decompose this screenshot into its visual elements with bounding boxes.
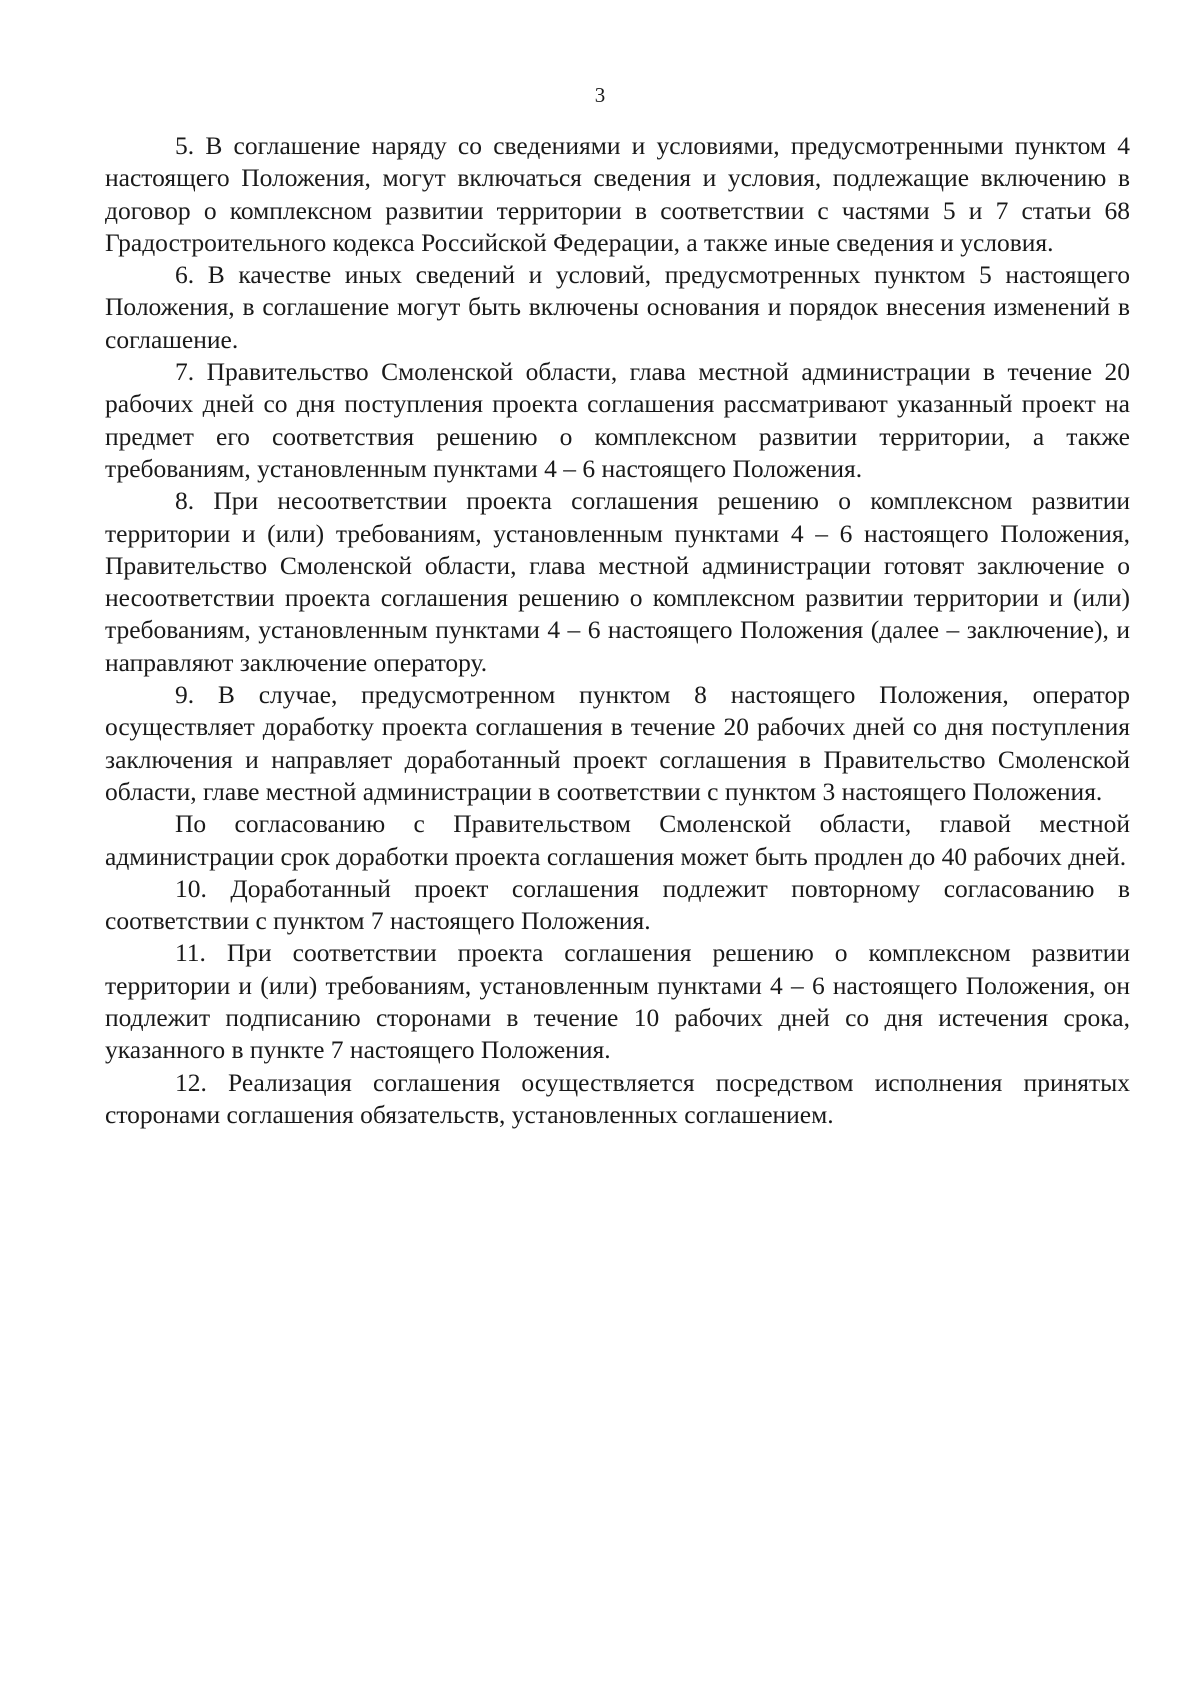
document-body	[105, 130, 1130, 1131]
paragraph-6: 6. В качестве иных сведений и условий, предусмотренных пунктом 5 настоящего Положения, в соглашение могут быть включены основания и порядок внесения изменений в соглашение.	[105, 260, 1130, 354]
paragraph-8: 8. При несоответствии проекта соглашения решению о комплексном развитии территории и (или) требованиям, установленным пунктами 4 – 6 настоящего Положения, Правительство Смоленской области, глава местной администрации готовят заключение о несоответствии проекта соглашения решению о комплексном развитии территории и (или) требованиям, установленным пунктами 4 – 6 настоящего Положения (далее – заключение), и направляют заключение оператору.	[105, 486, 1130, 677]
paragraph-9-continuation: По согласованию с Правительством Смоленской области, главой местной администрации срок доработки проекта соглашения может быть продлен до 40 рабочих дней.	[105, 809, 1130, 871]
paragraph-12: 12. Реализация соглашения осуществляется посредством исполнения принятых сторонами соглашения обязательств, установленных соглашением.	[105, 1067, 1130, 1129]
paragraph-5: 5. В соглашение наряду со сведениями и условиями, предусмотренными пунктом 4 настоящего Положения, могут включаться сведения и условия, подлежащие включению в договор о комплексном развитии территории в соответствии с частями 5 и 7 статьи 68 Градостроительного кодекса Российской Федерации, а также иные сведения и условия.	[105, 131, 1130, 257]
paragraph-9: 9. В случае, предусмотренном пунктом 8 настоящего Положения, оператор осуществляет доработку проекта соглашения в течение 20 рабочих дней со дня поступления заключения и направляет доработанный проект соглашения в Правительство Смоленской области, главе местной администрации в соответствии с пунктом 3 настоящего Положения.	[105, 680, 1130, 806]
page-number: 3	[594, 83, 606, 107]
paragraph-11: 11. При соответствии проекта соглашения решению о комплексном развитии территории и (или) требованиям, установленным пунктами 4 – 6 настоящего Положения, он подлежит подписанию сторонами в течение 10 рабочих дней со дня истечения срока, указанного в пункте 7 настоящего Положения.	[105, 938, 1130, 1065]
paragraph-10: 10. Доработанный проект соглашения подлежит повторному согласованию в соответствии с пунктом 7 настоящего Положения.	[105, 873, 1130, 936]
paragraph-7: 7. Правительство Смоленской области, глава местной администрации в течение 20 рабочих дней со дня поступления проекта соглашения рассматривают указанный проект на предмет его соответствия решению о комплексном развитии территории, а также требованиям, установленным пунктами 4 – 6 настоящего Положения.	[105, 357, 1130, 483]
